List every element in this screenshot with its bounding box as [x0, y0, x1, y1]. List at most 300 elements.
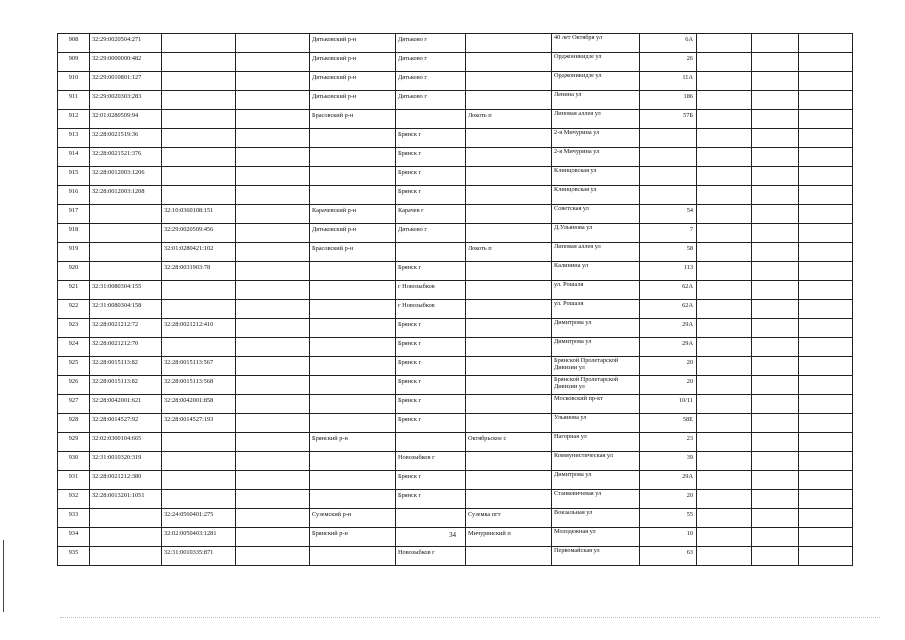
cell-district — [310, 300, 396, 319]
cell-city: Брянск г — [396, 471, 466, 490]
cell-empty — [752, 414, 799, 433]
cell-settlement: Октябрьское с — [466, 433, 552, 452]
cell-empty — [236, 471, 310, 490]
cell-empty — [799, 414, 853, 433]
cell-empty — [799, 110, 853, 129]
cell-street: Советская ул — [552, 205, 640, 224]
cell-empty — [236, 72, 310, 91]
cell-cadastral-number — [90, 243, 162, 262]
cell-street: Ленина ул — [552, 91, 640, 110]
cell-cadastral-number-2 — [162, 490, 236, 509]
cell-cadastral-number-2 — [162, 129, 236, 148]
table-body — [58, 34, 853, 566]
cell-street: Клинцовская ул — [552, 186, 640, 205]
table-row — [58, 243, 853, 262]
cell-empty — [697, 91, 752, 110]
cell-city: Брянск г — [396, 357, 466, 376]
cell-house: 6А — [640, 34, 697, 53]
cell-number: 929 — [58, 433, 90, 452]
table-row — [58, 224, 853, 243]
cell-number: 911 — [58, 91, 90, 110]
cell-number: 931 — [58, 471, 90, 490]
cell-empty — [697, 357, 752, 376]
table-row — [58, 72, 853, 91]
cell-number: 915 — [58, 167, 90, 186]
cell-cadastral-number: 32:28:0014527:92 — [90, 414, 162, 433]
cell-city: г Новозыбков — [396, 281, 466, 300]
cell-house: 10 — [640, 528, 697, 547]
table-row — [58, 357, 853, 376]
cell-number: 919 — [58, 243, 90, 262]
cell-empty — [752, 338, 799, 357]
cell-cadastral-number-2: 32:28:0031903:78 — [162, 262, 236, 281]
cell-empty — [752, 34, 799, 53]
cell-cadastral-number: 32:29:0020504:271 — [90, 34, 162, 53]
cell-cadastral-number: 32:01:0280509:94 — [90, 110, 162, 129]
property-register-table — [57, 33, 853, 566]
cell-street: Вокзальная ул — [552, 509, 640, 528]
cell-settlement — [466, 395, 552, 414]
cell-city: Брянск г — [396, 262, 466, 281]
cell-empty — [697, 490, 752, 509]
cell-empty — [799, 490, 853, 509]
cell-city: Брянск г — [396, 395, 466, 414]
cell-empty — [799, 148, 853, 167]
cell-cadastral-number-2: 32:28:0014527:193 — [162, 414, 236, 433]
cell-city: Брянск г — [396, 319, 466, 338]
cell-cadastral-number: 32:28:0042001:621 — [90, 395, 162, 414]
cell-empty — [236, 148, 310, 167]
cell-cadastral-number-2 — [162, 338, 236, 357]
cell-district: Брянский р-н — [310, 528, 396, 547]
cell-empty — [236, 300, 310, 319]
table-row — [58, 319, 853, 338]
cell-number: 928 — [58, 414, 90, 433]
cell-empty — [752, 148, 799, 167]
cell-number: 923 — [58, 319, 90, 338]
cell-city: Дятьково г — [396, 34, 466, 53]
cell-city: Дятьково г — [396, 72, 466, 91]
cell-empty — [799, 376, 853, 395]
cell-empty — [697, 167, 752, 186]
cell-street: Брянской Пролетарской Дивизии ул — [552, 357, 640, 376]
cell-cadastral-number — [90, 509, 162, 528]
cell-cadastral-number — [90, 224, 162, 243]
cell-number: 932 — [58, 490, 90, 509]
table-row — [58, 186, 853, 205]
cell-cadastral-number: 32:28:0013201:1051 — [90, 490, 162, 509]
cell-empty — [799, 395, 853, 414]
cell-settlement — [466, 34, 552, 53]
cell-settlement — [466, 224, 552, 243]
cell-district: Дятьковский р-н — [310, 53, 396, 72]
cell-empty — [799, 547, 853, 566]
cell-empty — [236, 186, 310, 205]
cell-number: 913 — [58, 129, 90, 148]
cell-empty — [752, 91, 799, 110]
cell-house: 29А — [640, 319, 697, 338]
cell-house: 55 — [640, 509, 697, 528]
cell-district — [310, 547, 396, 566]
cell-district: Брянский р-н — [310, 433, 396, 452]
cell-district — [310, 471, 396, 490]
cell-number: 908 — [58, 34, 90, 53]
cell-district: Карачевский р-н — [310, 205, 396, 224]
cell-street: Липовая аллея ул — [552, 243, 640, 262]
cell-empty — [697, 72, 752, 91]
cell-district — [310, 262, 396, 281]
cell-street: Клинцовская ул — [552, 167, 640, 186]
cell-district — [310, 452, 396, 471]
cell-empty — [697, 224, 752, 243]
cell-city: Брянск г — [396, 490, 466, 509]
cell-house: 39 — [640, 452, 697, 471]
cell-empty — [236, 243, 310, 262]
cell-empty — [799, 281, 853, 300]
cell-empty — [236, 509, 310, 528]
cell-cadastral-number: 32:28:0021521:376 — [90, 148, 162, 167]
scan-edge-line — [3, 540, 4, 612]
cell-settlement — [466, 319, 552, 338]
cell-cadastral-number: 32:31:0010320:319 — [90, 452, 162, 471]
cell-empty — [236, 338, 310, 357]
cell-cadastral-number-2: 32:01:0280421:102 — [162, 243, 236, 262]
cell-city — [396, 243, 466, 262]
cell-empty — [752, 167, 799, 186]
cell-number: 926 — [58, 376, 90, 395]
cell-house — [640, 129, 697, 148]
cell-district: Брасовский р-н — [310, 243, 396, 262]
cell-city — [396, 433, 466, 452]
cell-cadastral-number: 32:28:0012003:1208 — [90, 186, 162, 205]
cell-settlement — [466, 129, 552, 148]
cell-empty — [799, 471, 853, 490]
cell-number: 922 — [58, 300, 90, 319]
cell-cadastral-number: 32:28:0021212:380 — [90, 471, 162, 490]
cell-cadastral-number: 32:29:0000000:482 — [90, 53, 162, 72]
cell-house: 57Б — [640, 110, 697, 129]
cell-empty — [799, 243, 853, 262]
cell-city: Дятьково г — [396, 224, 466, 243]
cell-empty — [236, 262, 310, 281]
cell-empty — [697, 471, 752, 490]
table-row — [58, 547, 853, 566]
cell-street: Коммунистическая ул — [552, 452, 640, 471]
cell-settlement — [466, 148, 552, 167]
table-row — [58, 167, 853, 186]
cell-empty — [799, 509, 853, 528]
cell-settlement — [466, 471, 552, 490]
cell-empty — [799, 433, 853, 452]
cell-street: ул. Рошаля — [552, 300, 640, 319]
cell-district — [310, 395, 396, 414]
cell-settlement — [466, 91, 552, 110]
cell-empty — [799, 53, 853, 72]
cell-street: Молодежная ул — [552, 528, 640, 547]
cell-district — [310, 186, 396, 205]
cell-number: 912 — [58, 110, 90, 129]
cell-cadastral-number — [90, 547, 162, 566]
cell-number: 934 — [58, 528, 90, 547]
cell-cadastral-number: 32:28:0021519:36 — [90, 129, 162, 148]
cell-empty — [752, 186, 799, 205]
cell-cadastral-number-2 — [162, 281, 236, 300]
cell-district — [310, 129, 396, 148]
cell-street: Московский пр-кт — [552, 395, 640, 414]
table-row — [58, 148, 853, 167]
cell-city — [396, 110, 466, 129]
cell-city: Брянск г — [396, 186, 466, 205]
table-row — [58, 205, 853, 224]
table-row — [58, 338, 853, 357]
table-row — [58, 395, 853, 414]
cell-empty — [752, 243, 799, 262]
cell-street: Станкевичевая ул — [552, 490, 640, 509]
cell-settlement — [466, 547, 552, 566]
cell-house: 20 — [640, 357, 697, 376]
cell-empty — [697, 243, 752, 262]
cell-district — [310, 167, 396, 186]
cell-empty — [752, 395, 799, 414]
cell-street: Нагорная ул — [552, 433, 640, 452]
cell-cadastral-number-2: 32:28:0015113:567 — [162, 357, 236, 376]
table-row — [58, 452, 853, 471]
cell-empty — [752, 224, 799, 243]
cell-empty — [752, 452, 799, 471]
cell-empty — [799, 452, 853, 471]
cell-city: Новозыбков г — [396, 547, 466, 566]
cell-street: ул. Рошаля — [552, 281, 640, 300]
cell-empty — [236, 205, 310, 224]
cell-number: 925 — [58, 357, 90, 376]
cell-cadastral-number: 32:28:0015113:82 — [90, 357, 162, 376]
cell-number: 927 — [58, 395, 90, 414]
cell-empty — [236, 224, 310, 243]
cell-street: Димитрова ул — [552, 319, 640, 338]
cell-settlement — [466, 490, 552, 509]
cell-empty — [799, 186, 853, 205]
cell-house: 20 — [640, 490, 697, 509]
cell-empty — [752, 53, 799, 72]
table-row — [58, 509, 853, 528]
cell-number: 921 — [58, 281, 90, 300]
cell-cadastral-number-2 — [162, 186, 236, 205]
cell-district: Дятьковский р-н — [310, 91, 396, 110]
cell-empty — [697, 338, 752, 357]
cell-empty — [799, 34, 853, 53]
table-row — [58, 490, 853, 509]
table-row — [58, 433, 853, 452]
table-row — [58, 376, 853, 395]
cell-cadastral-number-2: 32:24:0560401:275 — [162, 509, 236, 528]
cell-cadastral-number-2: 32:28:0021212:410 — [162, 319, 236, 338]
cell-district — [310, 357, 396, 376]
cell-empty — [752, 110, 799, 129]
cell-settlement — [466, 452, 552, 471]
cell-cadastral-number: 32:29:0020303:283 — [90, 91, 162, 110]
cell-empty — [697, 300, 752, 319]
cell-house — [640, 148, 697, 167]
cell-cadastral-number-2 — [162, 91, 236, 110]
cell-empty — [752, 357, 799, 376]
cell-empty — [799, 338, 853, 357]
cell-cadastral-number: 32:29:0010801:127 — [90, 72, 162, 91]
cell-empty — [236, 433, 310, 452]
page-number: 34 — [449, 531, 456, 539]
cell-cadastral-number-2: 32:02:0050403:1281 — [162, 528, 236, 547]
cell-house: 63 — [640, 547, 697, 566]
cell-empty — [236, 91, 310, 110]
cell-empty — [799, 300, 853, 319]
cell-empty — [752, 300, 799, 319]
cell-empty — [236, 395, 310, 414]
cell-cadastral-number-2 — [162, 167, 236, 186]
cell-district — [310, 376, 396, 395]
table-row — [58, 91, 853, 110]
cell-house — [640, 186, 697, 205]
cell-empty — [236, 376, 310, 395]
cell-empty — [752, 281, 799, 300]
cell-cadastral-number: 32:28:0021212:70 — [90, 338, 162, 357]
cell-cadastral-number-2 — [162, 53, 236, 72]
cell-house: 58 — [640, 243, 697, 262]
table-row — [58, 300, 853, 319]
cell-cadastral-number-2: 32:28:0015113:568 — [162, 376, 236, 395]
cell-empty — [697, 433, 752, 452]
cell-city: Брянск г — [396, 129, 466, 148]
cell-empty — [752, 376, 799, 395]
cell-district — [310, 148, 396, 167]
cell-house: 62А — [640, 300, 697, 319]
cell-cadastral-number: 32:02:0300104:665 — [90, 433, 162, 452]
cell-number: 909 — [58, 53, 90, 72]
cell-cadastral-number-2 — [162, 433, 236, 452]
cell-house: 186 — [640, 91, 697, 110]
cell-empty — [752, 490, 799, 509]
cell-street: Димитрова ул — [552, 338, 640, 357]
cell-empty — [236, 319, 310, 338]
cell-empty — [697, 205, 752, 224]
cell-cadastral-number-2: 32:31:0010335:871 — [162, 547, 236, 566]
cell-house: 7 — [640, 224, 697, 243]
cell-empty — [799, 319, 853, 338]
cell-settlement — [466, 72, 552, 91]
cell-city — [396, 509, 466, 528]
cell-number: 935 — [58, 547, 90, 566]
cell-number: 924 — [58, 338, 90, 357]
cell-empty — [697, 452, 752, 471]
cell-empty — [697, 509, 752, 528]
cell-settlement — [466, 357, 552, 376]
cell-city: Брянск г — [396, 414, 466, 433]
cell-district: Дятьковский р-н — [310, 72, 396, 91]
cell-house: 113 — [640, 262, 697, 281]
cell-city: Новозыбков г — [396, 452, 466, 471]
cell-empty — [697, 547, 752, 566]
cell-street: Д.Ульянова ул — [552, 224, 640, 243]
cell-street: Орджоникидзе ул — [552, 53, 640, 72]
cell-empty — [697, 110, 752, 129]
cell-cadastral-number-2 — [162, 148, 236, 167]
table-row — [58, 281, 853, 300]
cell-city: Дятьково г — [396, 91, 466, 110]
cell-city: Брянск г — [396, 376, 466, 395]
cell-house: 10/11 — [640, 395, 697, 414]
cell-district — [310, 338, 396, 357]
cell-cadastral-number: 32:31:0080304:155 — [90, 281, 162, 300]
table-row — [58, 110, 853, 129]
cell-house: 58Е — [640, 414, 697, 433]
cell-district — [310, 414, 396, 433]
cell-cadastral-number-2: 32:29:0020509:456 — [162, 224, 236, 243]
cell-house: 20 — [640, 376, 697, 395]
cell-empty — [799, 224, 853, 243]
cell-cadastral-number: 32:31:0080304:158 — [90, 300, 162, 319]
cell-district: Брасовский р-н — [310, 110, 396, 129]
cell-street: Первомайская ул — [552, 547, 640, 566]
cell-district: Дятьковский р-н — [310, 34, 396, 53]
cell-empty — [752, 72, 799, 91]
cell-house: 54 — [640, 205, 697, 224]
cell-cadastral-number — [90, 205, 162, 224]
cell-city: Дятьково г — [396, 53, 466, 72]
cell-house: 62А — [640, 281, 697, 300]
cell-empty — [752, 319, 799, 338]
cell-empty — [697, 395, 752, 414]
cell-street: Димитрова ул — [552, 471, 640, 490]
cell-settlement — [466, 281, 552, 300]
scan-artifact-line — [60, 617, 880, 618]
cell-settlement: Локоть п — [466, 243, 552, 262]
cell-empty — [236, 414, 310, 433]
cell-number: 910 — [58, 72, 90, 91]
cell-street: Брянской Пролетарской Дивизии ул — [552, 376, 640, 395]
cell-empty — [236, 490, 310, 509]
cell-empty — [697, 319, 752, 338]
cell-street: Орджоникидзе ул — [552, 72, 640, 91]
cell-empty — [752, 433, 799, 452]
cell-number: 933 — [58, 509, 90, 528]
cell-empty — [697, 34, 752, 53]
cell-street: Липовая аллея ул — [552, 110, 640, 129]
cell-cadastral-number-2 — [162, 471, 236, 490]
cell-cadastral-number: 32:28:0021212:72 — [90, 319, 162, 338]
cell-settlement — [466, 414, 552, 433]
cell-empty — [752, 547, 799, 566]
cell-cadastral-number-2 — [162, 34, 236, 53]
cell-cadastral-number-2 — [162, 72, 236, 91]
cell-street: 2-я Мичурина ул — [552, 129, 640, 148]
cell-empty — [697, 281, 752, 300]
cell-street: 40 лет Октября ул — [552, 34, 640, 53]
cell-district — [310, 319, 396, 338]
cell-settlement — [466, 376, 552, 395]
cell-empty — [697, 53, 752, 72]
cell-empty — [236, 34, 310, 53]
table-row — [58, 34, 853, 53]
cell-empty — [799, 72, 853, 91]
cell-street: 2-я Мичурина ул — [552, 148, 640, 167]
cell-empty — [697, 414, 752, 433]
cell-empty — [752, 262, 799, 281]
table-row — [58, 262, 853, 281]
cell-number: 917 — [58, 205, 90, 224]
cell-settlement — [466, 186, 552, 205]
cell-house — [640, 167, 697, 186]
table-row — [58, 414, 853, 433]
cell-empty — [236, 53, 310, 72]
cell-settlement — [466, 53, 552, 72]
